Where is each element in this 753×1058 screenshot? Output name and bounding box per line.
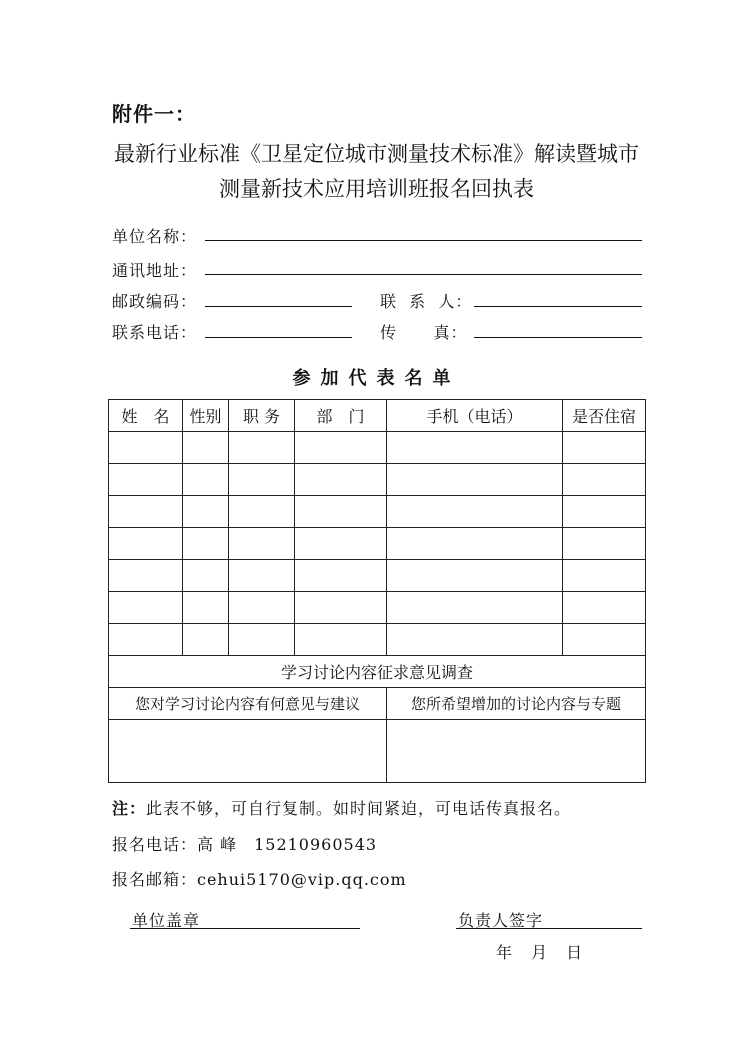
cell[interactable]	[109, 496, 183, 528]
contact-person-line	[474, 306, 642, 307]
note-prefix: 注：	[112, 799, 147, 818]
header-lodging: 是否住宿	[563, 400, 646, 432]
cell[interactable]	[387, 624, 563, 656]
header-department: 部 门	[295, 400, 387, 432]
cell[interactable]	[563, 560, 646, 592]
survey-question-topics: 您所希望增加的讨论内容与专题	[387, 688, 646, 720]
cell[interactable]	[109, 528, 183, 560]
cell[interactable]	[387, 496, 563, 528]
cell[interactable]	[229, 464, 295, 496]
cell[interactable]	[387, 528, 563, 560]
cell[interactable]	[109, 592, 183, 624]
header-name: 姓 名	[109, 400, 183, 432]
phone-label: 联系电话：	[112, 323, 198, 342]
cell[interactable]	[229, 592, 295, 624]
table-row	[109, 592, 646, 624]
note	[112, 796, 571, 819]
cell[interactable]	[563, 496, 646, 528]
cell[interactable]	[109, 464, 183, 496]
survey-answer-row	[109, 720, 646, 783]
form-title-line-2: 测量新技术应用培训班报名回执表	[219, 177, 534, 201]
address-line	[205, 274, 642, 275]
cell[interactable]	[563, 432, 646, 464]
cell[interactable]	[563, 528, 646, 560]
note-text: 此表不够，可自行复制。如时间紧迫，可电话传真报名。	[146, 799, 572, 818]
contact-phone: 报名电话：高 峰 15210960543	[112, 835, 378, 854]
cell[interactable]	[387, 560, 563, 592]
cell[interactable]	[295, 496, 387, 528]
suggestions-answer-cell[interactable]	[109, 720, 387, 783]
cell[interactable]	[295, 432, 387, 464]
table-header-row	[109, 400, 646, 432]
cell[interactable]	[295, 528, 387, 560]
table-row	[109, 624, 646, 656]
table-row	[109, 528, 646, 560]
phone-line	[205, 337, 352, 338]
cell[interactable]	[387, 432, 563, 464]
header-mobile: 手机（电话）	[387, 400, 563, 432]
header-position: 职 务	[229, 400, 295, 432]
attachment-label: 附件一：	[112, 102, 196, 126]
cell[interactable]	[563, 624, 646, 656]
cell[interactable]	[387, 592, 563, 624]
table-row	[109, 496, 646, 528]
cell[interactable]	[183, 528, 229, 560]
cell[interactable]	[109, 560, 183, 592]
cell[interactable]	[183, 432, 229, 464]
section-title: 参加代表名单	[292, 368, 461, 389]
cell[interactable]	[109, 432, 183, 464]
header-gender: 性别	[183, 400, 229, 432]
cell[interactable]	[295, 592, 387, 624]
cell[interactable]	[229, 560, 295, 592]
form-title-line-1: 最新行业标准《卫星定位城市测量技术标准》解读暨城市	[114, 142, 639, 166]
cell[interactable]	[229, 432, 295, 464]
cell[interactable]	[295, 560, 387, 592]
cell[interactable]	[183, 560, 229, 592]
cell[interactable]	[295, 624, 387, 656]
cell[interactable]	[229, 624, 295, 656]
unit-seal-label: 单位盖章	[132, 911, 201, 930]
postcode-label: 邮政编码：	[112, 292, 198, 311]
fax-label: 传 真：	[380, 323, 468, 342]
unit-name-label: 单位名称：	[112, 227, 198, 246]
cell[interactable]	[229, 528, 295, 560]
table-row	[109, 464, 646, 496]
cell[interactable]	[563, 592, 646, 624]
cell[interactable]	[387, 464, 563, 496]
table-row	[109, 432, 646, 464]
address-label: 通讯地址：	[112, 261, 198, 280]
date-line: 年 月 日	[496, 943, 583, 962]
fax-line	[474, 337, 642, 338]
survey-title-row	[109, 656, 646, 688]
cell[interactable]	[183, 464, 229, 496]
cell[interactable]	[183, 592, 229, 624]
postcode-line	[205, 306, 352, 307]
contact-person-label: 联 系 人：	[380, 292, 473, 311]
contact-email: 报名邮箱：cehui5170@vip.qq.com	[112, 870, 407, 889]
survey-question-suggestions: 您对学习讨论内容有何意见与建议	[109, 688, 387, 720]
cell[interactable]	[295, 464, 387, 496]
unit-name-line	[205, 240, 642, 241]
cell[interactable]	[183, 624, 229, 656]
cell[interactable]	[183, 496, 229, 528]
topics-answer-cell[interactable]	[387, 720, 646, 783]
cell[interactable]	[229, 496, 295, 528]
survey-title: 学习讨论内容征求意见调查	[109, 656, 646, 688]
person-sign-label: 负责人签字	[458, 911, 544, 930]
unit-seal-line	[130, 928, 360, 929]
registration-table	[108, 399, 646, 783]
survey-question-row	[109, 688, 646, 720]
cell[interactable]	[109, 624, 183, 656]
person-sign-line	[456, 928, 642, 929]
cell[interactable]	[563, 464, 646, 496]
table-row	[109, 560, 646, 592]
